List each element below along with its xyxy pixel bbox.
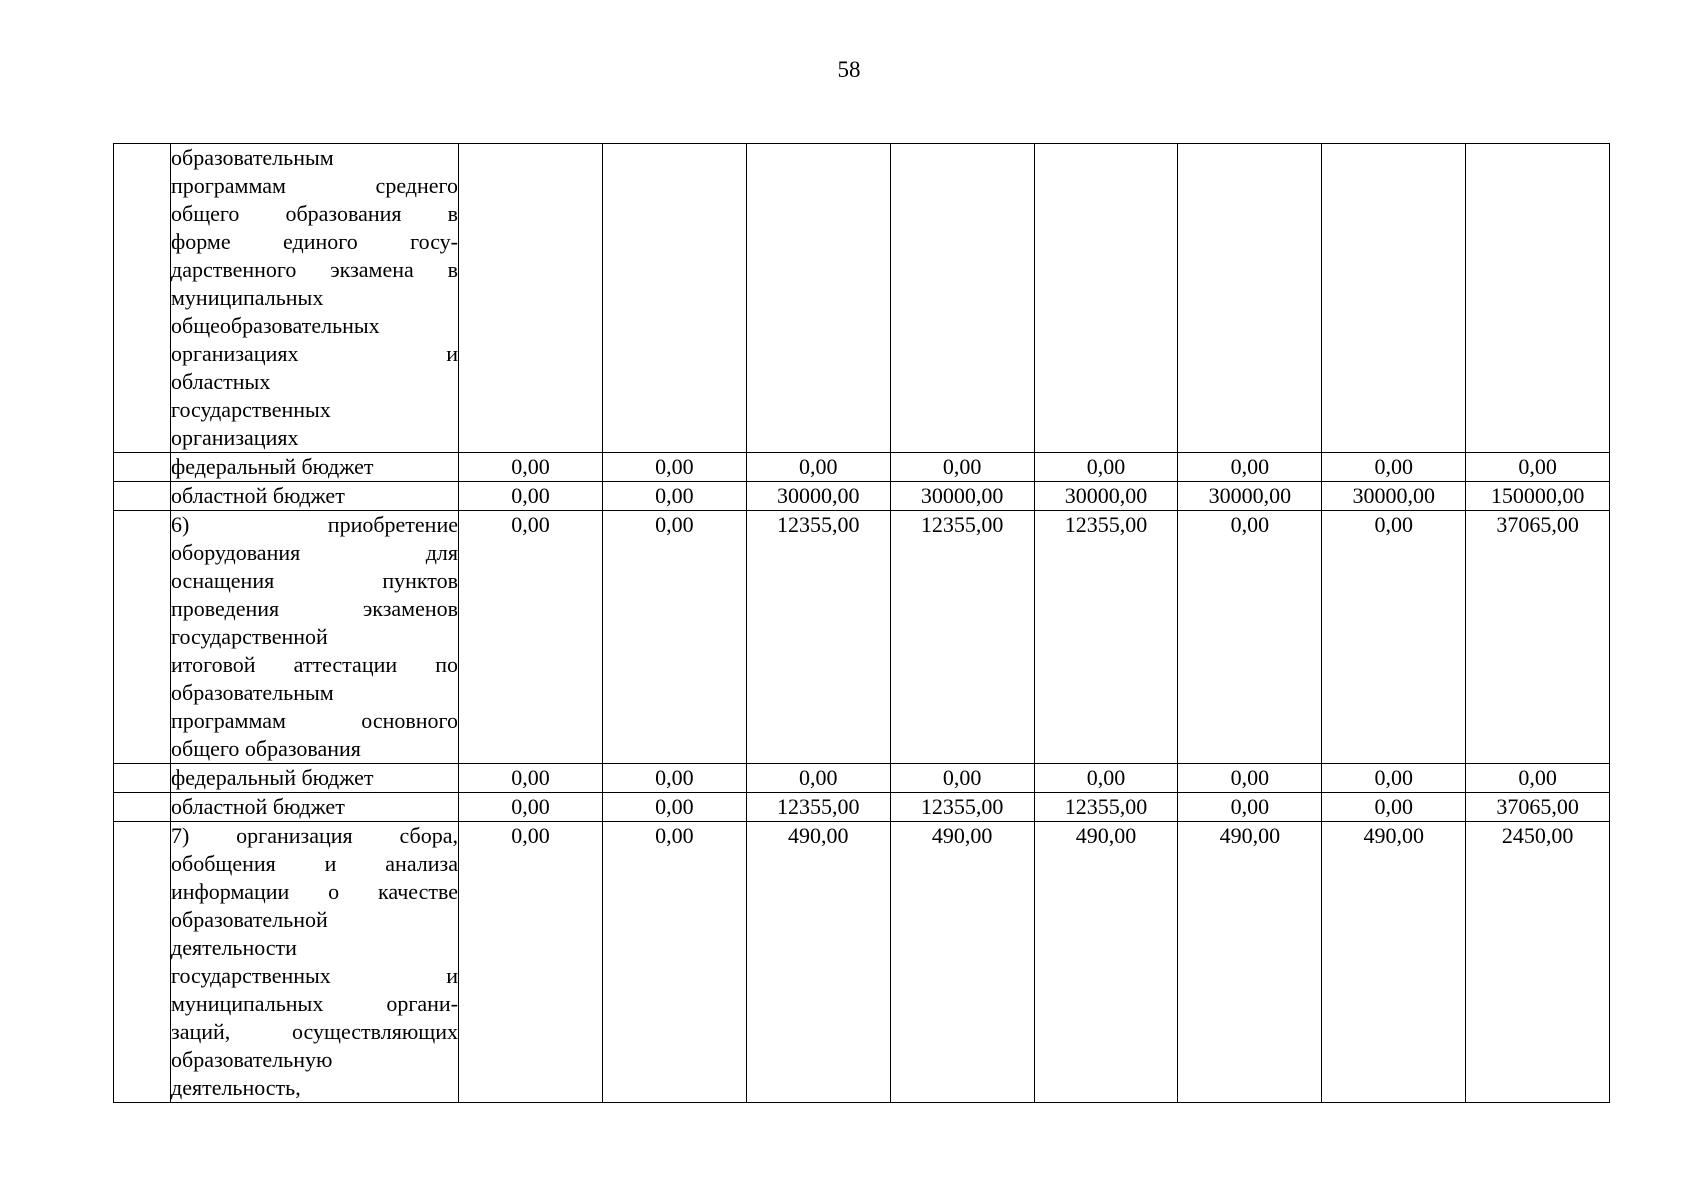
value-cell: 0,00 (1322, 511, 1466, 764)
row-number-cell (114, 511, 171, 764)
value-cell: 0,00 (890, 764, 1034, 793)
value-cell: 0,00 (1178, 764, 1322, 793)
row-description (171, 144, 459, 453)
table-row (114, 764, 1610, 793)
value-cell: 0,00 (1178, 511, 1322, 764)
value-cell: 0,00 (459, 764, 603, 793)
value-cell: 0,00 (1034, 764, 1178, 793)
value-cell: 0,00 (459, 453, 603, 482)
value-cell: 12355,00 (746, 511, 890, 764)
value-cell: 490,00 (1178, 822, 1322, 1103)
description-line: дарственного экзамена в (171, 257, 458, 282)
description-line: федеральный бюджет (171, 765, 374, 790)
value-cell (1322, 144, 1466, 453)
description-line: заций, осуществляющих (171, 1019, 458, 1044)
row-description (171, 482, 459, 511)
description-line: оснащения пунктов (171, 568, 458, 593)
description-line: государственных (171, 397, 331, 422)
value-cell: 490,00 (746, 822, 890, 1103)
value-cell (746, 144, 890, 453)
value-cell: 0,00 (459, 511, 603, 764)
table-row (114, 511, 1610, 764)
value-cell: 0,00 (1466, 764, 1610, 793)
value-cell: 12355,00 (746, 793, 890, 822)
description-line: общеобразовательных (171, 313, 380, 338)
value-cell: 12355,00 (1034, 793, 1178, 822)
row-description (171, 511, 459, 764)
description-line: деятельность, (171, 1075, 301, 1100)
row-number-cell (114, 144, 171, 453)
value-cell: 490,00 (890, 822, 1034, 1103)
description-line: государственной (171, 624, 328, 649)
description-line: 7) организация сбора, (171, 823, 458, 848)
row-description (171, 793, 459, 822)
value-cell: 0,00 (1466, 453, 1610, 482)
description-line: оборудования для (171, 540, 458, 565)
value-cell (1178, 144, 1322, 453)
description-line: государственных и (171, 963, 458, 988)
description-line: областной бюджет (171, 483, 345, 508)
description-line: муниципальных (171, 285, 324, 310)
description-line: муниципальных органи- (171, 991, 458, 1016)
description-line: 6) приобретение (171, 512, 458, 537)
description-line: форме единого госу- (171, 229, 458, 254)
value-cell: 0,00 (746, 764, 890, 793)
description-line: проведения экзаменов (171, 596, 458, 621)
table-row (114, 482, 1610, 511)
row-description (171, 822, 459, 1103)
value-cell: 0,00 (1322, 793, 1466, 822)
value-cell: 30000,00 (1322, 482, 1466, 511)
description-line: общего образования (171, 736, 361, 761)
value-cell: 0,00 (1178, 793, 1322, 822)
description-line: областных (171, 369, 271, 394)
table-row (114, 793, 1610, 822)
value-cell (890, 144, 1034, 453)
value-cell: 30000,00 (890, 482, 1034, 511)
value-cell: 0,00 (746, 453, 890, 482)
description-line: деятельности (171, 935, 297, 960)
row-number-cell (114, 453, 171, 482)
budget-table (113, 143, 1610, 1103)
description-line: организациях и (171, 341, 458, 366)
value-cell: 2450,00 (1466, 822, 1610, 1103)
value-cell: 0,00 (459, 822, 603, 1103)
value-cell: 0,00 (602, 822, 746, 1103)
table-row (114, 144, 1610, 453)
value-cell: 0,00 (1178, 453, 1322, 482)
description-line: программам основного (171, 708, 458, 733)
value-cell (602, 144, 746, 453)
value-cell: 0,00 (1034, 453, 1178, 482)
value-cell (459, 144, 603, 453)
value-cell: 0,00 (890, 453, 1034, 482)
value-cell: 37065,00 (1466, 793, 1610, 822)
value-cell: 37065,00 (1466, 511, 1610, 764)
value-cell: 0,00 (602, 764, 746, 793)
page-number: 58 (837, 57, 861, 82)
table-body (114, 144, 1610, 1103)
value-cell: 0,00 (459, 793, 603, 822)
value-cell: 490,00 (1322, 822, 1466, 1103)
row-number-cell (114, 822, 171, 1103)
value-cell: 12355,00 (890, 793, 1034, 822)
value-cell (1466, 144, 1610, 453)
value-cell: 150000,00 (1466, 482, 1610, 511)
description-line: образовательным (171, 145, 334, 170)
value-cell: 0,00 (602, 482, 746, 511)
row-number-cell (114, 793, 171, 822)
value-cell: 0,00 (1322, 453, 1466, 482)
row-number-cell (114, 482, 171, 511)
value-cell: 30000,00 (1034, 482, 1178, 511)
value-cell: 12355,00 (1034, 511, 1178, 764)
description-line: образовательную (171, 1047, 333, 1072)
row-number-cell (114, 764, 171, 793)
table-row (114, 453, 1610, 482)
value-cell: 30000,00 (746, 482, 890, 511)
value-cell: 0,00 (602, 511, 746, 764)
description-line: федеральный бюджет (171, 454, 374, 479)
description-line: образовательным (171, 680, 334, 705)
description-line: образовательной (171, 907, 328, 932)
value-cell: 0,00 (602, 453, 746, 482)
description-line: программам среднего (171, 173, 458, 198)
value-cell: 490,00 (1034, 822, 1178, 1103)
description-line: общего образования в (171, 201, 458, 226)
description-line: итоговой аттестации по (171, 652, 458, 677)
value-cell: 0,00 (1322, 764, 1466, 793)
value-cell: 0,00 (459, 482, 603, 511)
value-cell: 12355,00 (890, 511, 1034, 764)
table-row (114, 822, 1610, 1103)
value-cell (1034, 144, 1178, 453)
value-cell: 0,00 (602, 793, 746, 822)
row-description (171, 764, 459, 793)
value-cell: 30000,00 (1178, 482, 1322, 511)
description-line: информации о качестве (171, 879, 458, 904)
description-line: областной бюджет (171, 794, 345, 819)
row-description (171, 453, 459, 482)
description-line: организациях (171, 425, 299, 450)
description-line: обобщения и анализа (171, 851, 458, 876)
